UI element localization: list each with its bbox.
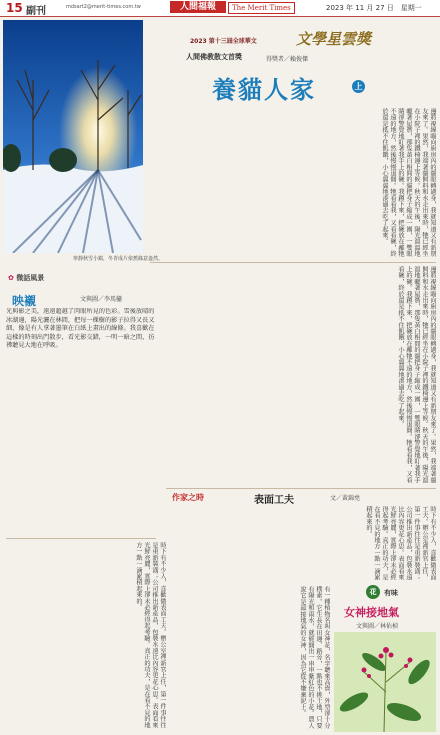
divider: [166, 488, 436, 489]
email-address: mdsart2@merit-times.com.tw: [66, 4, 141, 10]
masthead-logo: 人間福報: [170, 1, 226, 13]
photo-caption: 寧靜秋雪小鎮，冬青成片依舊綠意盎然。: [72, 256, 163, 262]
goddess-body: 有一種植物名叫女神花，名字聽來高貴，外型卻十分樸素。它生長在田邊、路旁，一點也不挑土地，只要有陽光和雨水，就能開出一串串紫紅色的小花。農人說它是最接地氣的女神，因為它從不嫌棄泥土。: [299, 586, 330, 729]
series-label: 人間佛教散文首獎: [186, 53, 242, 61]
feature-body: 邊將視線瞄向廚房內的貓眼轉過身，我就知道又有新朋友來了。果然，我端著貓飼料和水走出來時，牠已經坐在小院子裡的鐵椅邊上等候。秋天的午後，陽光溫溫地曬著屋簷，那隻黃白相間的貓把身子縮成一團，一雙眼睛卻警覺地盯著我手上的碗。我蹲下來，把碗放在離牠不遠的地方，然後慢慢退開。牠看看我，又看看碗，終於還是抵不住飢餓，小心翼翼地湊過去吃了起來。: [381, 108, 436, 257]
award-title: 文學星雲獎: [296, 30, 372, 48]
page-number: 15: [6, 1, 23, 15]
lower-left-body: 時下有不少人，喜歡做表面工夫。辦公室裡新官上任，第一件事往往是重新裝潢；公司推出新產品，包裝永遠比內容更花心思。表面看來光鮮亮麗，實際上卻未必經得起考驗。真正的功夫，是在看不見的地方一點一滴累積起來的。: [135, 542, 166, 728]
article-title: 映襯: [12, 294, 37, 308]
section-name: 副刊: [26, 6, 46, 17]
tag-flower-text: 有味: [384, 589, 398, 597]
goddess-title: 女神接地氣: [344, 606, 399, 619]
series-author: 得獎者／賴俊傑: [266, 56, 309, 63]
divider: [150, 262, 436, 263]
tag-flower-circle: 花: [366, 585, 380, 599]
feature-title: 養貓人家: [212, 76, 316, 104]
award-label: 2023 第十三屆全球華文: [190, 38, 257, 45]
divider: [6, 538, 156, 539]
surface-body: 時下有不少人，喜歡做表面工夫。辦公室裡新官上任，第一件事往往是重新裝潢；公司推出新產品，包裝永遠比內容更花心思。表面看來光鮮亮麗，實際上卻未必經得起考驗。真正的功夫，是在看不見的地方一點一滴累積起來的。: [365, 506, 436, 581]
article-body: 光與影之美，遠遠超越了肉眼所見的色彩。雪後放晴的冰湖邊，陽光灑在林間，把每一棵樹的影子拉得又長又細，像是有人拿著墨筆在白紙上畫出的線條。我喜歡在這樣的時刻出門散步，看光影交錯，一明一暗之間，彷彿聽見大地在呼吸。: [6, 308, 155, 350]
surface-title: 表面工夫: [254, 495, 294, 506]
surface-author: 文／黃錦堯: [330, 495, 361, 502]
masthead-english: The Merit Times: [228, 2, 295, 14]
section-tag-writer: 作家之時: [172, 493, 204, 502]
snow-tree-photo: [3, 20, 143, 253]
issue-date: 2023 年 11 月 27 日 星期一: [326, 4, 422, 12]
article-author: 文與圖／李馬鑾: [80, 296, 123, 303]
goddess-author: 文與圖／林佑楨: [356, 623, 399, 630]
part-marker: 上: [352, 80, 365, 93]
section-tag-scenery: ✿ 微話風景: [8, 274, 45, 282]
feature-body-cont: 邊將視線瞄向廚房內的貓眼轉過身，我就知道又有新朋友來了。果然，我端著貓飼料和水走出來時，牠已經坐在小院子裡的鐵椅邊上等候。秋天的午後，陽光溫溫地曬著屋簷，那隻黃白相間的貓把身子縮成一團，一雙眼睛卻警覺地盯著我手上的碗。我蹲下來，把碗放在離牠不遠的地方，然後慢慢退開。牠看看我，又看看碗，終於還是抵不住飢餓，小心翼翼地湊過去吃了起來。: [397, 266, 436, 483]
plant-photo: [334, 632, 436, 732]
